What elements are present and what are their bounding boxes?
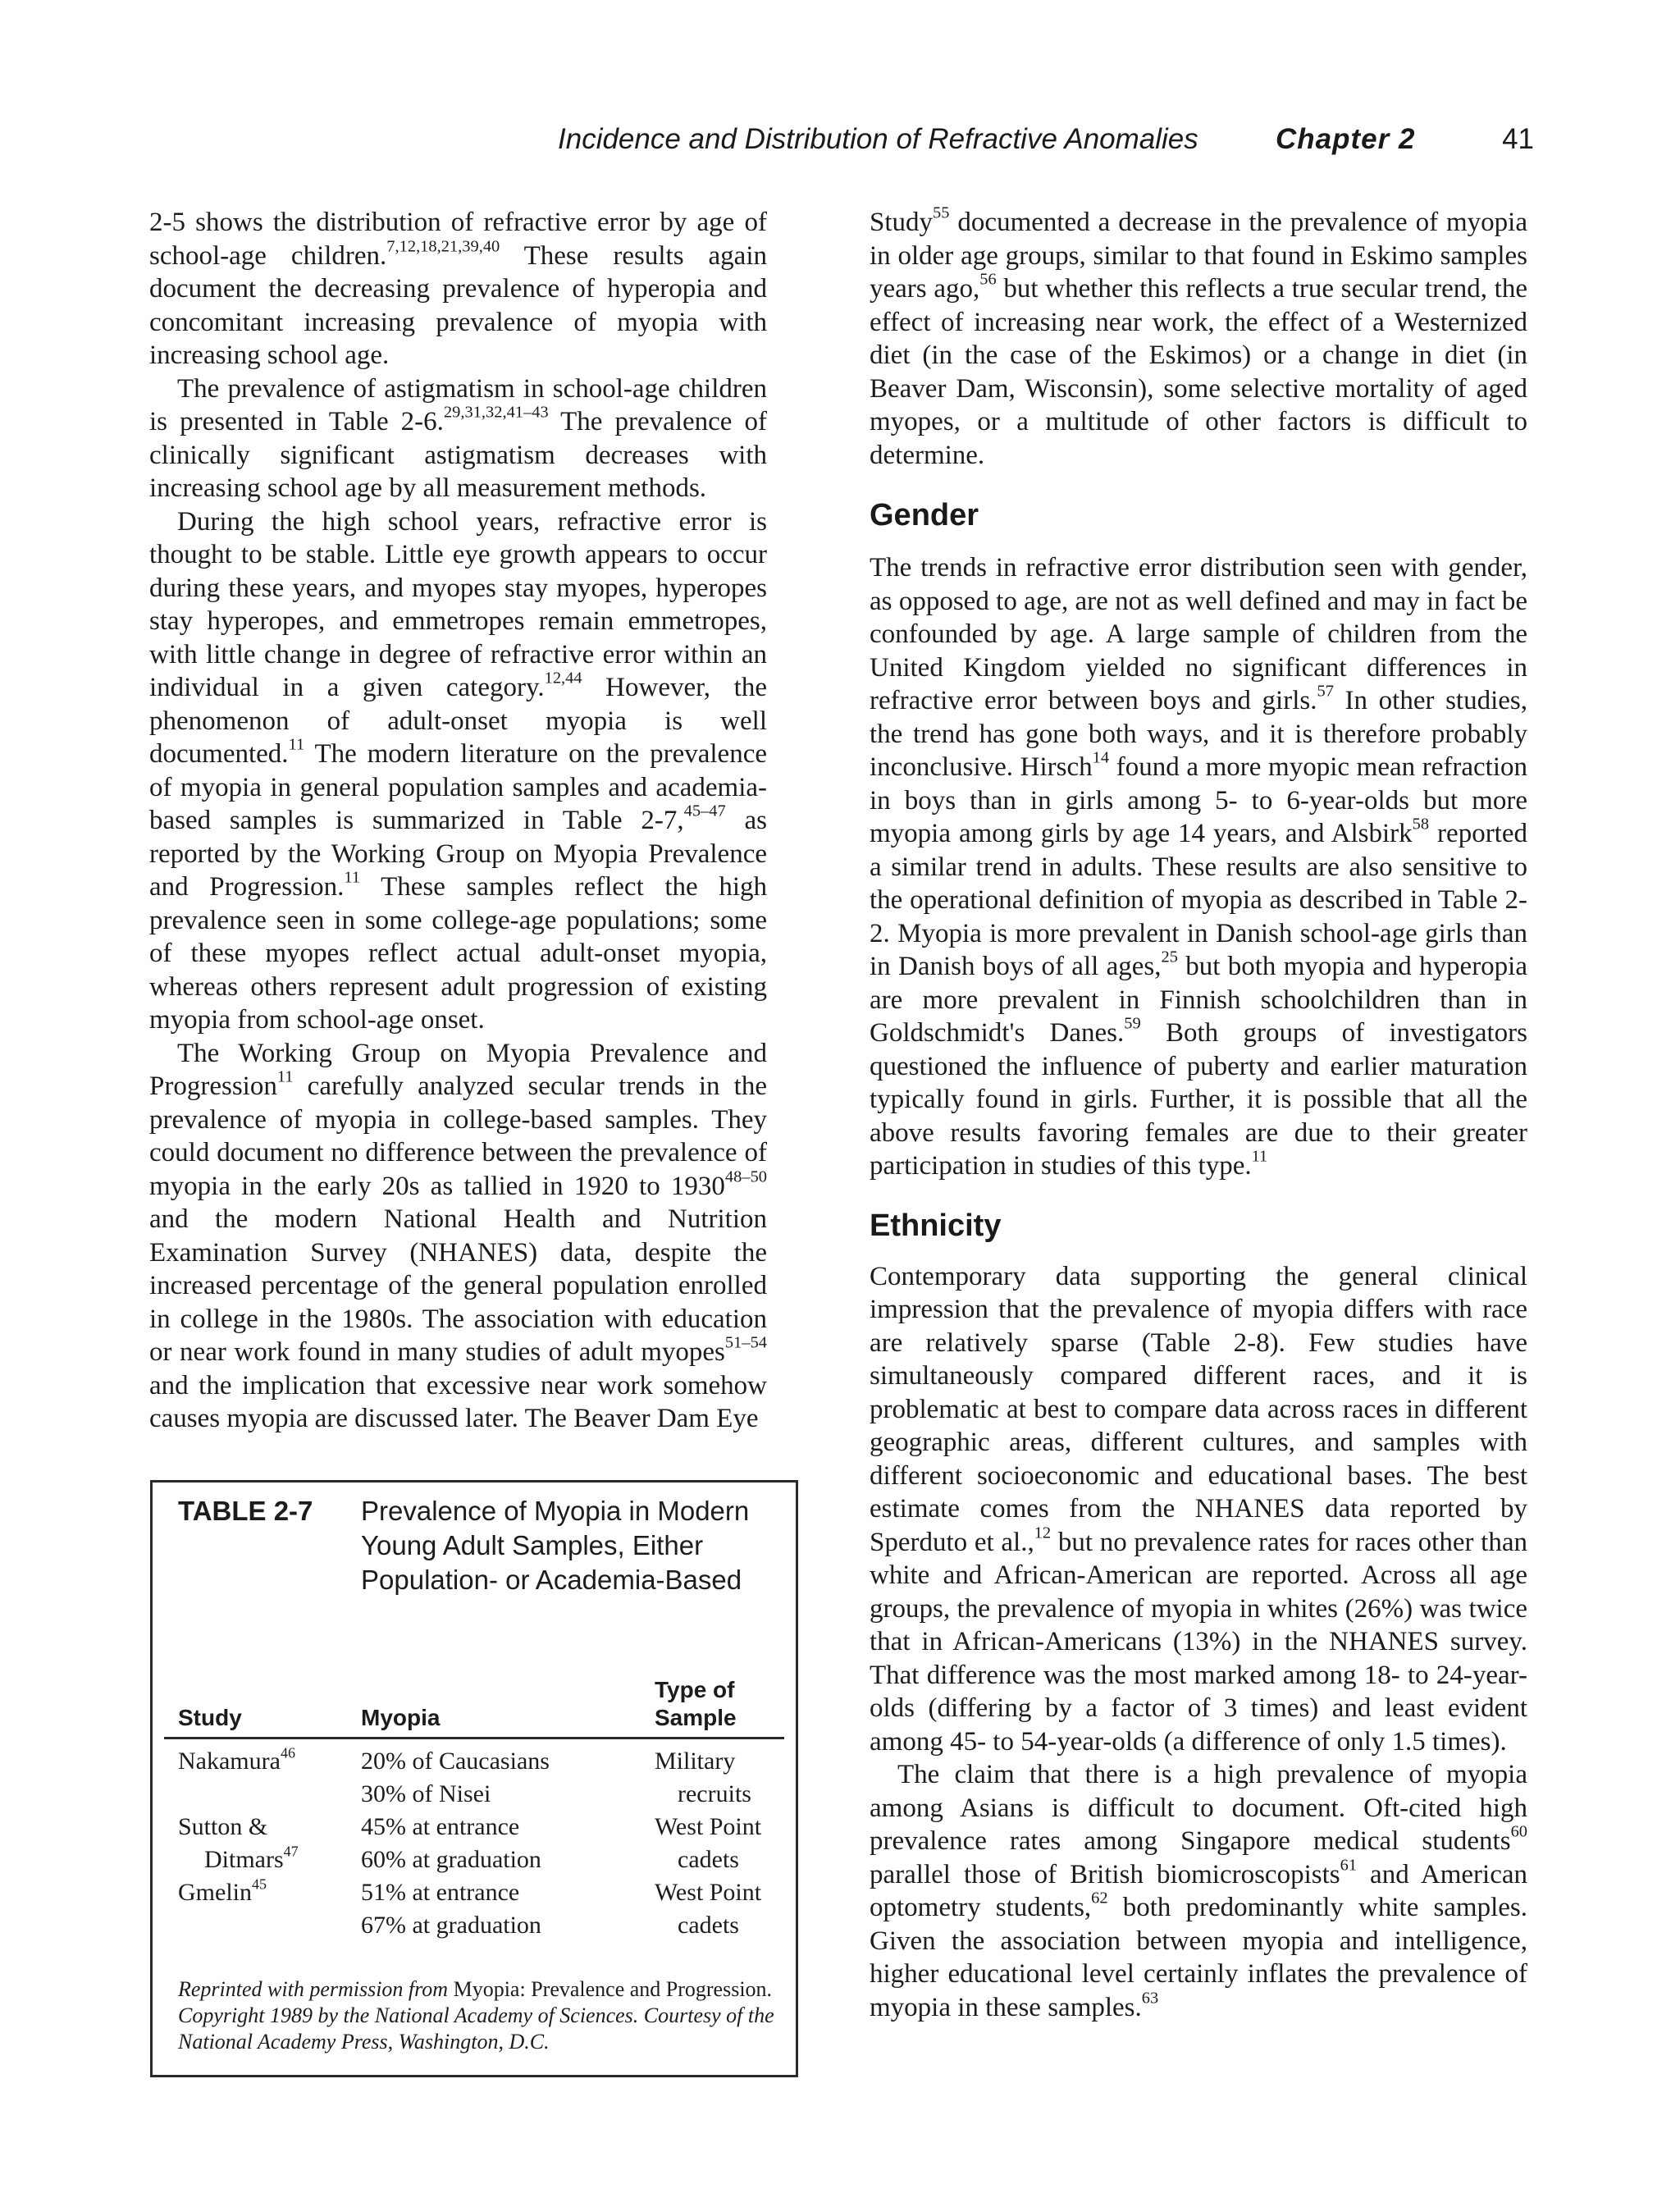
table-number: TABLE 2-7 [178,1496,313,1526]
table-cell-sample: West Point [655,1879,762,1906]
table-source-note: Reprinted with permission from Myopia: Prevalence and Progression. Copyright 1989 by the National Academy of Sciences. Courtesy of the National Academy Press, Washington, D.C. [178,1977,774,2054]
table-cell-sample: recruits [678,1780,751,1807]
table-cell-study: Ditmars$^{47}$ [204,1843,299,1873]
table-cell-myopia: 30% of Nisei [361,1780,491,1807]
chapter-label: Chapter 2 [1276,123,1416,155]
paragraph: Study$^{55}$ documented a decrease in the prevalence of myopia in older age groups, similar to that found in Eskimo samples years ago,$^{56}$ but whether this reflects a true secular trend, the effect of increasing near work, the effect of a Westernized diet (in the case of the Eskimos) or a change in diet (in Beaver Dam, Wisconsin), some selective mortality of aged myopes, or a multitude of other factors is difficult to determine. [870,203,1527,470]
table-cell-myopia: 45% at entrance [361,1813,520,1840]
paragraph: During the high school years, refractive error is thought to be stable. Little eye growth appears to occur during these years, and myopes stay myopes, hyperopes stay hyperopes, and emmetropes remain emmetropes, with little change in degree of refractive error within an individual in a given category.$^{12,44}$ However, the phenomenon of adult-onset myopia is well documented.$^{11}$ The modern literature on the prevalence of myopia in general population samples and academia-based samples is summarized in Table 2-7,$^{45-47}$ as reported by the Working Group on Myopia Prevalence and Progression.$^{11}$ These samples reflect the high prevalence seen in some college-age populations; some of these myopes reflect actual adult-onset myopia, whereas others represent adult progression of existing myopia from school-age onset. [149,506,767,1035]
column-header-study: Study [178,1705,242,1730]
table-cell-myopia: 51% at entrance [361,1879,520,1906]
table-rule [164,1737,784,1739]
table-cell-sample: cadets [678,1912,739,1939]
right-column [870,203,1528,2024]
table-cell-myopia: 20% of Caucasians [361,1748,550,1775]
paragraph: Contemporary data supporting the general clinical impression that the prevalence of myopia differs with race are relatively sparse (Table 2-8). Few studies have simultaneously compared different races, and it is problematic at best to compare data across races in different geographic areas, different cultures, and samples with different socioeconomic and educational bases. The best estimate comes from the NHANES data reported by Sperduto et al.,$^{12}$ but no prevalence rates for races other than white and African-American are reported. Across all age groups, the prevalence of myopia in whites (26%) was twice that in African-Americans (13%) in the NHANES survey. That difference was the most marked among 18- to 24-year-olds (differing by a factor of 3 times) and least evident among 45- to 54-year-olds (a difference of only 1.5 times). [870,1261,1527,1757]
column-header-sample-line1: Type of [655,1677,735,1702]
table-cell-sample: cadets [678,1846,739,1873]
paragraph: The prevalence of astigmatism in school-age children is presented in Table 2-6.$^{29,31,32,41-43}$ The prevalence of clinically significant astigmatism decreases with increasing school age by all measurement methods. [149,373,767,503]
table-cell-sample: Military [655,1748,736,1775]
running-header [558,115,1534,164]
paragraph: The Working Group on Myopia Prevalence and Progression$^{11}$ carefully analyzed secular trends in the prevalence of myopia in college-based samples. They could document no difference between the prevalence of myopia in the early 20s as tallied in 1920 to 1930$^{48-50}$ and the modern National Health and Nutrition Examination Survey (NHANES) data, despite the increased percentage of the general population enrolled in college in the 1980s. The association with education or near work found in many studies of adult myopes$^{51-54}$ and the implication that excessive near work somehow causes myopia are discussed later. The Beaver Dam Eye [149,1038,767,1433]
section-heading-gender: Gender [870,498,979,532]
table-cell-myopia: 67% at graduation [361,1912,541,1939]
table-title: Prevalence of Myopia in Modern Young Adult Samples, Either Population- or Academia-Based [361,1496,750,1595]
paragraph: 2-5 shows the distribution of refractive error by age of school-age children.$^{7,12,18,21,39,40}$ These results again document the decreasing prevalence of hyperopia and concomitant increasing prevalence of myopia with increasing school age. [149,208,767,370]
left-column [149,206,767,1436]
page-number: 41 [1502,123,1534,155]
table-cell-study: Nakamura$^{46}$ [178,1744,295,1775]
column-header-sample-line2: Sample [655,1705,737,1730]
table-cell-myopia: 60% at graduation [361,1846,541,1873]
table-cell-study: Gmelin$^{45}$ [178,1875,267,1906]
section-heading-ethnicity: Ethnicity [870,1208,1002,1243]
paragraph: The trends in refractive error distribution seen with gender, as opposed to age, are not as well defined and may in fact be confounded by age. A large sample of children from the United Kingdom yielded no significant differences in refractive error between boys and girls.$^{57}$ In other studies, the trend has gone both ways, and it is therefore probably inconclusive. Hirsch$^{14}$ found a more myopic mean refraction in boys than in girls among 5- to 6-year-olds but more myopia among girls by age 14 years, and Alsbirk$^{58}$ reported a similar trend in adults. These results are also sensitive to the operational definition of myopia as described in Table 2-2. Myopia is more prevalent in Danish school-age girls than in Danish boys of all ages,$^{25}$ but both myopia and hyperopia are more prevalent in Finnish schoolchildren than in Goldschmidt's Danes.$^{59}$ Both groups of investigators questioned the influence of puberty and earlier maturation typically found in girls. Further, it is possible that all the above results favoring females are due to their greater participation in studies of this type.$^{11}$ [870,553,1528,1181]
column-header-myopia: Myopia [361,1705,441,1730]
table-cell-study: Sutton & [178,1813,268,1840]
table-2-7 [150,1480,798,2077]
table-cell-sample: West Point [655,1813,762,1840]
paragraph: The claim that there is a high prevalence of myopia among Asians is difficult to document. Oft-cited high prevalence rates among Singapore medical students$^{60}$ parallel those of British biomicroscopists$^{61}$ and American optometry students,$^{62}$ both predominantly white samples. Given the association between myopia and intelligence, higher educational level certainly inflates the prevalence of myopia in these samples.$^{63}$ [870,1760,1528,2022]
running-title: Incidence and Distribution of Refractive Anomalies [558,123,1198,155]
